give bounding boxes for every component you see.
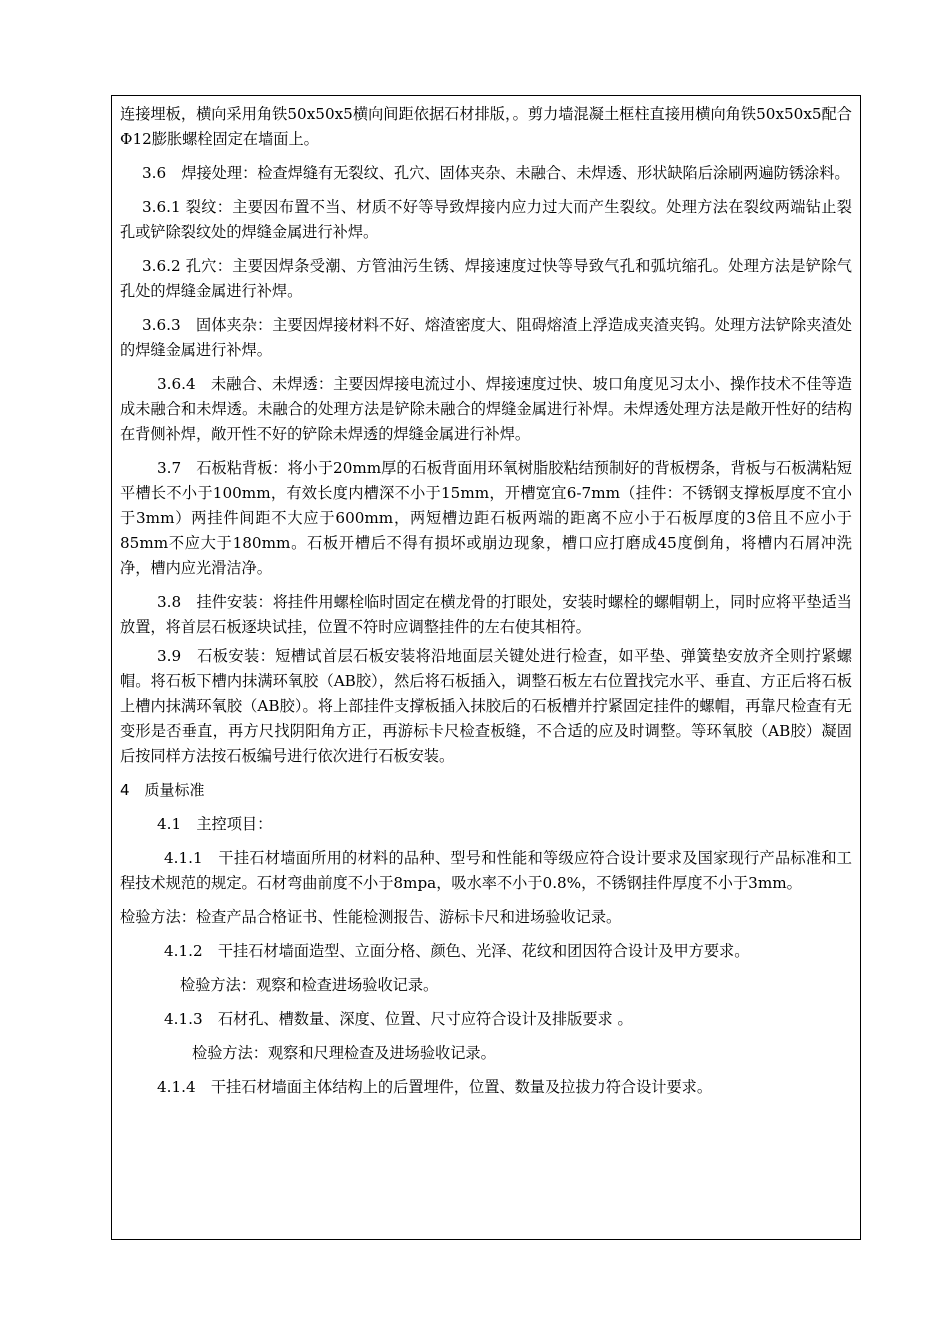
paragraph-3-7-backing: 3.7 石板粘背板：将小于20mm厚的石板背面用环氧树脂胶粘结预制好的背板楞条，背板与石板满粘短平槽长不小于100mm，有效长度内槽深不小于15mm，开槽宽宜6-7mm（挂件：不锈钢支撑板厚度不宜小于3mm）两挂件间距不大应于600mm，两短槽边距石板两端的距离不应小于石板厚度的3倍且不应小于85mm不应大于180mm。石板开槽后不得有损坏或崩边现象，槽口应打磨成45度倒角，将槽内石屑冲洗净，槽内应光滑洁净。 (120, 459, 852, 577)
paragraph-4-1-main-items: 4.1 主控项目： (157, 815, 273, 833)
section-heading-quality: 4 质量标准 (120, 781, 205, 799)
paragraph-inspection-method-2: 检验方法：观察和检查进场验收记录。 (180, 976, 439, 994)
paragraph-inspection-method-3: 检验方法：观察和尺理检查及进场验收记录。 (192, 1044, 496, 1062)
paragraph-4-1-2-appearance: 4.1.2 干挂石材墙面造型、立面分格、颜色、光泽、花纹和团因符合设计及甲方要求。 (164, 942, 750, 960)
paragraph-3-6-4-fusion: 3.6.4 未融合、未焊透：主要因焊接电流过小、焊接速度过快、坡口角度见习太小、操作技术不佳等造成未融合和未焊透。未融合的处理方法是铲除未融合的焊缝金属进行补焊。未焊透处理方法是敞开性好的结构在背侧补焊，敞开性不好的铲除未焊透的焊缝金属进行补焊。 (120, 375, 852, 443)
paragraph-4-1-1-materials: 4.1.1 干挂石材墙面所用的材料的品种、型号和性能和等级应符合设计要求及国家现行产品标准和工程技术规范的规定。石材弯曲前度不小于8mpa，吸水率不小于0.8%，不锈钢挂件厚度不小于3mm。 (120, 849, 852, 892)
paragraph-inspection-method-1: 检验方法：检查产品合格证书、性能检测报告、游标卡尺和进场验收记录。 (120, 908, 622, 926)
paragraph-4-1-4-embedded: 4.1.4 干挂石材墙面主体结构上的后置埋件，位置、数量及拉拔力符合设计要求。 (157, 1078, 713, 1096)
paragraph-3-6-welding: 3.6 焊接处理：检查焊缝有无裂纹、孔穴、固体夹杂、未融合、未焊透、形状缺陷后涂刷两遍防锈涂料。 (142, 164, 850, 182)
paragraph-3-8-hangers: 3.8 挂件安装：将挂件用螺栓临时固定在横龙骨的打眼处，安装时螺栓的螺帽朝上，同时应将平垫适当放置，将首层石板逐块试挂，位置不符时应调整挂件的左右使其相符。 (120, 593, 852, 636)
paragraph-3-6-1-cracks: 3.6.1 裂纹：主要因布置不当、材质不好等导致焊接内应力过大而产生裂纹。处理方法在裂纹两端钻止裂孔或铲除裂纹处的焊缝金属进行补焊。 (120, 198, 852, 241)
paragraph-anchor-plate: 连接埋板，横向采用角铁50x50x5横向间距依据石材排版，。剪力墙混凝土框柱直接用横向角铁50x50x5配合 Φ12膨胀螺栓固定在墙面上。 (120, 105, 852, 148)
document-frame (111, 95, 861, 1240)
paragraph-3-9-stone-install: 3.9 石板安装：短槽试首层石板安装将沿地面层关键处进行检查，如平垫、弹簧垫安放齐全则拧紧螺帽。将石板下槽内抹满环氧胶（AB胶），然后将石板插入，调整石板左右位置找完水平、垂直、方正后将石板上槽内抹满环氧胶（AB胶）。将上部挂件支撑板插入抹胶后的石板槽并拧紧固定挂件的螺帽，再靠尺检查有无变形是否垂直，再方尺找阴阳角方正，再游标卡尺检查板缝，不合适的应及时调整。等环氧胶（AB胶）凝固后按同样方法按石板编号进行依次进行石板安装。 (120, 647, 852, 765)
paragraph-3-6-3-inclusions: 3.6.3 固体夹杂：主要因焊接材料不好、熔渣密度大、阻碍熔渣上浮造成夹渣夹钨。处理方法铲除夹渣处的焊缝金属进行补焊。 (120, 316, 852, 359)
paragraph-4-1-3-holes: 4.1.3 石材孔、槽数量、深度、位置、尺寸应符合设计及排版要求 。 (164, 1010, 633, 1028)
paragraph-3-6-2-pores: 3.6.2 孔穴：主要因焊条受潮、方管油污生锈、焊接速度过快等导致气孔和弧坑缩孔。处理方法是铲除气孔处的焊缝金属进行补焊。 (120, 257, 852, 300)
